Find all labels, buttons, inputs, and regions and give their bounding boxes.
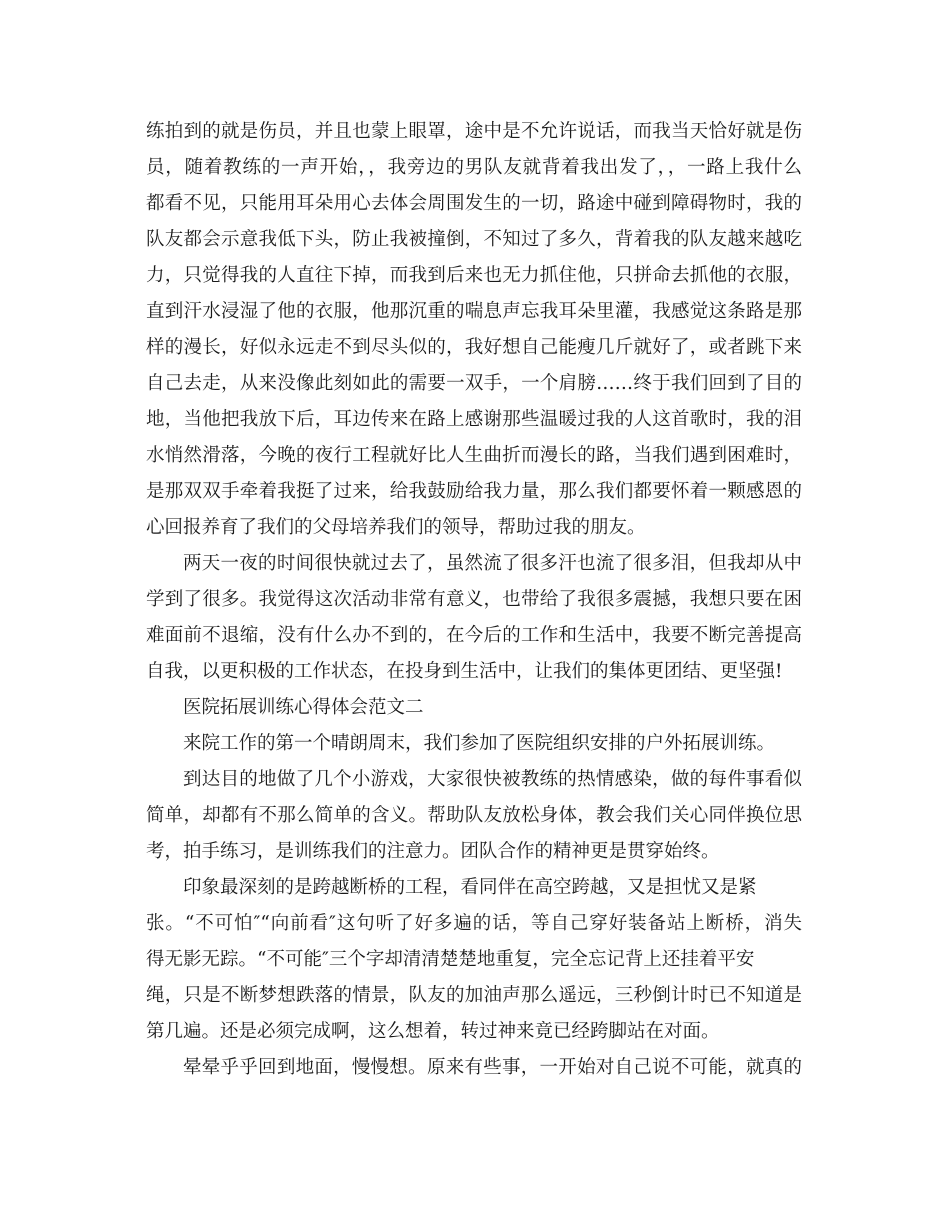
text-line: 直到汗水浸湿了他的衣服，他那沉重的喘息声忘我耳朵里灌，我感觉这条路是那 [146, 301, 802, 322]
text-line: 晕晕乎乎回到地面，慢慢想。原来有些事，一开始对自己说不可能，就真的 [183, 1057, 802, 1078]
text-line: 绳，只是不断梦想跌落的情景，队友的加油声那么遥远，三秒倒计时已不知道是 [146, 985, 802, 1006]
text-line: 考，拍手练习，是训练我们的注意力。团队合作的精神更是贯穿始终。 [146, 841, 720, 862]
text-line: 练拍到的就是伤员，并且也蒙上眼罩，途中是不允许说话，而我当天恰好就是伤 [146, 121, 802, 142]
text-line: 来院工作的第一个晴朗周末，我们参加了医院组织安排的户外拓展训练。 [183, 733, 776, 754]
document-body [146, 114, 802, 1086]
text-line: 是那双双手牵着我挺了过来，给我鼓励给我力量，那么我们都要怀着一颗感恩的 [146, 481, 802, 502]
text-line: 心回报养育了我们的父母培养我们的领导，帮助过我的朋友。 [146, 517, 646, 538]
text-line: 到达目的地做了几个小游戏，大家很快被教练的热情感染，做的每件事看似 [183, 769, 802, 790]
text-line: 水悄然滑落，今晚的夜行工程就好比人生曲折而漫长的路，当我们遇到困难时， [146, 445, 802, 466]
text-line: 学到了很多。我觉得这次活动非常有意义，也带给了我很多震撼，我想只要在困 [146, 589, 802, 610]
text-line: 员，随着教练的一声开始，，我旁边的男队友就背着我出发了，，一路上我什么 [146, 157, 802, 178]
text-line: 难面前不退缩，没有什么办不到的，在今后的工作和生活中，我要不断完善提高 [146, 625, 802, 646]
section-heading: 医院拓展训练心得体会范文二 [183, 697, 424, 718]
text-line: 自我，以更积极的工作状态，在投身到生活中，让我们的集体更团结、更坚强! [146, 661, 783, 682]
text-line: 自己去走，从来没像此刻如此的需要一双手，一个肩膀……终于我们回到了目的 [146, 373, 802, 394]
text-line: 印象最深刻的是跨越断桥的工程，看同伴在高空跨越，又是担忧又是紧 [183, 877, 757, 898]
text-line: 简单，却都有不那么简单的含义。帮助队友放松身体，教会我们关心同伴换位思 [146, 805, 802, 826]
text-line: 地，当他把我放下后，耳边传来在路上感谢那些温暖过我的人这首歌时，我的泪 [146, 409, 802, 430]
text-line: 力，只觉得我的人直往下掉，而我到后来也无力抓住他，只拼命去抓他的衣服， [146, 265, 802, 286]
text-line: 都看不见，只能用耳朵用心去体会周围发生的一切，路途中碰到障碍物时，我的 [146, 193, 802, 214]
text-line: 队友都会示意我低下头，防止我被撞倒，不知过了多久，背着我的队友越来越吃 [146, 229, 802, 250]
text-line: 得无影无踪。“不可能″三个字却清清楚楚地重复，完全忘记背上还挂着平安 [146, 949, 755, 970]
text-line: 张。“不可怕″“向前看″这句听了好多遍的话，等自己穿好装备站上断桥，消失 [146, 913, 802, 934]
text-line: 样的漫长，好似永远走不到尽头似的，我好想自己能瘦几斤就好了，或者跳下来 [146, 337, 802, 358]
text-line: 两天一夜的时间很快就过去了，虽然流了很多汗也流了很多泪，但我却从中 [183, 553, 802, 574]
text-line: 第几遍。还是必须完成啊，这么想着，转过神来竟已经跨脚站在对面。 [146, 1021, 720, 1042]
